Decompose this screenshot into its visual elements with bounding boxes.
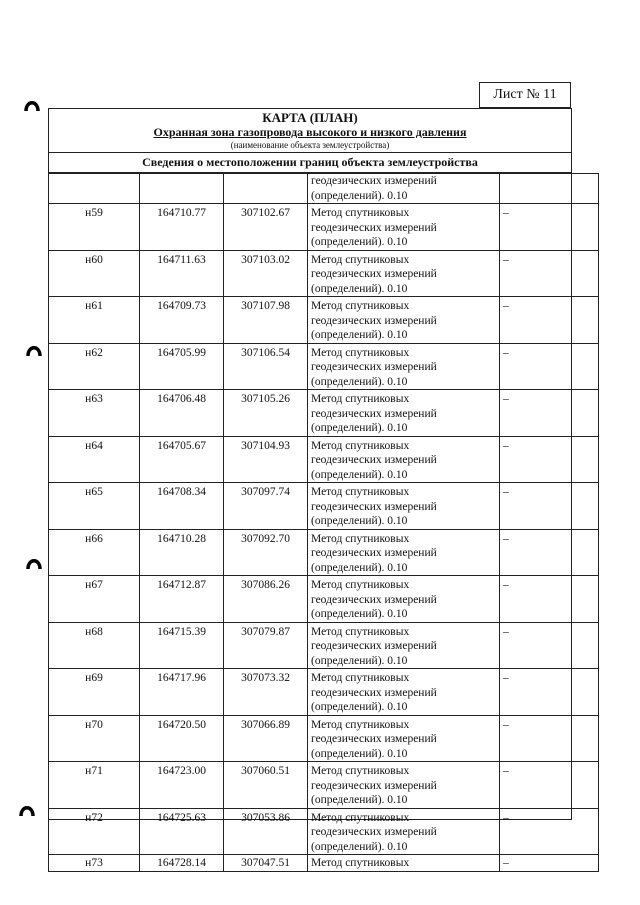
coord-x: 164705.67 bbox=[140, 436, 224, 483]
method-line: Метод спутниковых bbox=[311, 486, 410, 498]
method-line: (определений). 0.10 bbox=[311, 282, 408, 295]
method-line: геодезических измерений bbox=[311, 640, 437, 652]
description-cell: – bbox=[500, 762, 599, 809]
coord-y: 307066.89 bbox=[224, 715, 308, 762]
document-frame bbox=[48, 108, 572, 869]
method-cell bbox=[308, 390, 500, 437]
coord-y: 307105.26 bbox=[224, 390, 308, 437]
description-cell: – bbox=[500, 250, 599, 297]
section-title: Сведения о местоположении границ объекта землеустройства bbox=[142, 155, 478, 169]
coord-y: 307086.26 bbox=[224, 576, 308, 623]
method-line: (определений). 0.10 bbox=[311, 515, 408, 527]
method-line: (определений). 0.10 bbox=[311, 329, 408, 341]
description-cell: – bbox=[500, 204, 599, 251]
method-cell bbox=[308, 762, 500, 809]
coord-x: 164720.50 bbox=[140, 715, 224, 762]
point-name: н62 bbox=[49, 343, 140, 390]
method-line: (определений). 0.10 bbox=[311, 701, 408, 713]
table-row bbox=[49, 250, 599, 297]
method-line: геодезических измерений bbox=[311, 686, 437, 699]
table-row bbox=[49, 669, 599, 716]
description-cell: – bbox=[500, 622, 599, 669]
point-name: н63 bbox=[49, 390, 140, 437]
method-line: Метод спутниковых bbox=[311, 765, 410, 777]
coord-x: 164728.14 bbox=[140, 855, 224, 872]
method-line: (определений). 0.10 bbox=[311, 747, 408, 760]
coord-y: 307106.54 bbox=[224, 343, 308, 390]
method-line: Метод спутниковых bbox=[311, 579, 410, 591]
method-line: геодезических измерений bbox=[311, 454, 437, 466]
table-row bbox=[49, 204, 599, 251]
table-row bbox=[49, 390, 599, 437]
point-name: н61 bbox=[49, 297, 140, 344]
coord-x: 164712.87 bbox=[140, 576, 224, 623]
method-cell bbox=[308, 529, 500, 576]
method-line: геодезических измерений bbox=[311, 547, 437, 559]
method-line: геодезических измерений bbox=[311, 407, 437, 420]
point-name: н65 bbox=[49, 483, 140, 530]
method-line: (определений). 0.10 bbox=[311, 236, 408, 248]
coord-x: 164708.34 bbox=[140, 483, 224, 530]
coord-x: 164705.99 bbox=[140, 343, 224, 390]
coord-x: 164717.96 bbox=[140, 669, 224, 716]
method-line: (определений). 0.10 bbox=[311, 189, 408, 202]
method-line: Метод спутниковых bbox=[311, 346, 410, 359]
coord-x: 164709.73 bbox=[140, 297, 224, 344]
method-line: Метод спутниковых bbox=[311, 393, 410, 405]
method-cell bbox=[308, 576, 500, 623]
coordinates-table bbox=[49, 173, 571, 872]
method-line: геодезических измерений bbox=[311, 733, 437, 745]
method-line: геодезических измерений bbox=[311, 500, 437, 513]
coord-x: 164710.28 bbox=[140, 529, 224, 576]
point-name: н66 bbox=[49, 529, 140, 576]
coord-x: 164715.39 bbox=[140, 622, 224, 669]
coord-y: 307060.51 bbox=[224, 762, 308, 809]
table-row bbox=[49, 715, 599, 762]
description-cell: – bbox=[500, 436, 599, 483]
method-line: Метод спутниковых bbox=[311, 439, 410, 452]
point-name: н59 bbox=[49, 204, 140, 251]
point-name: н70 bbox=[49, 715, 140, 762]
table-row bbox=[49, 483, 599, 530]
method-line: геодезических измерений bbox=[311, 268, 437, 280]
point-name: н68 bbox=[49, 622, 140, 669]
document-title: КАРТА (ПЛАН) bbox=[262, 110, 358, 125]
table-row bbox=[49, 576, 599, 623]
point-name: н73 bbox=[49, 855, 140, 872]
method-line: Метод спутниковых bbox=[311, 300, 410, 312]
coord-y: 307107.98 bbox=[224, 297, 308, 344]
point-name: н64 bbox=[49, 436, 140, 483]
coord-y: 307092.70 bbox=[224, 529, 308, 576]
description-cell: – bbox=[500, 669, 599, 716]
coord-y: 307079.87 bbox=[224, 622, 308, 669]
table-row bbox=[49, 622, 599, 669]
coord-y: 307103.02 bbox=[224, 250, 308, 297]
description-cell: – bbox=[500, 576, 599, 623]
binding-mark-icon bbox=[25, 96, 39, 112]
method-line: Метод спутниковых bbox=[311, 857, 410, 869]
coord-y: 307073.32 bbox=[224, 669, 308, 716]
method-cell bbox=[308, 483, 500, 530]
coord-x: 164710.77 bbox=[140, 204, 224, 251]
method-line: геодезических измерений bbox=[311, 593, 437, 606]
coord-y: 307053.86 bbox=[224, 808, 308, 855]
table-row bbox=[49, 436, 599, 483]
method-line: (определений). 0.10 bbox=[311, 561, 408, 574]
sheet-number: Лист № 11 bbox=[479, 82, 571, 108]
table-row bbox=[49, 855, 599, 872]
table-row bbox=[49, 174, 599, 204]
table-row bbox=[49, 529, 599, 576]
method-line: (определений). 0.10 bbox=[311, 654, 408, 667]
method-line: Метод спутниковых bbox=[311, 532, 410, 545]
method-line: геодезических измерений bbox=[311, 221, 437, 234]
method-cell bbox=[308, 250, 500, 297]
method-line: Метод спутниковых bbox=[311, 672, 410, 684]
coord-x: 164711.63 bbox=[140, 250, 224, 297]
method-line: геодезических измерений bbox=[311, 175, 437, 187]
point-name: н60 bbox=[49, 250, 140, 297]
header-divider bbox=[49, 152, 571, 153]
coord-y: 307047.51 bbox=[224, 855, 308, 872]
method-line: Метод спутниковых bbox=[311, 718, 410, 731]
binding-mark-icon bbox=[27, 554, 41, 570]
description-cell: – bbox=[500, 529, 599, 576]
description-cell: – bbox=[500, 808, 599, 855]
method-cell bbox=[308, 204, 500, 251]
point-name: н69 bbox=[49, 669, 140, 716]
method-line: (определений). 0.10 bbox=[311, 468, 408, 481]
method-line: геодезических измерений bbox=[311, 779, 437, 792]
coord-y: 307102.67 bbox=[224, 204, 308, 251]
method-line: (определений). 0.10 bbox=[311, 422, 408, 434]
method-cell bbox=[308, 436, 500, 483]
method-cell bbox=[308, 297, 500, 344]
description-cell: – bbox=[500, 297, 599, 344]
point-name: н71 bbox=[49, 762, 140, 809]
description-cell: – bbox=[500, 343, 599, 390]
method-line: геодезических измерений bbox=[311, 314, 437, 327]
table-row bbox=[49, 343, 599, 390]
method-line: Метод спутниковых bbox=[311, 207, 410, 219]
method-line: (определений). 0.10 bbox=[311, 375, 408, 388]
coord-y: 307104.93 bbox=[224, 436, 308, 483]
document-header bbox=[49, 109, 571, 173]
binding-mark-icon bbox=[27, 341, 41, 357]
description-cell: – bbox=[500, 390, 599, 437]
description-cell: – bbox=[500, 483, 599, 530]
table-row bbox=[49, 297, 599, 344]
method-cell bbox=[308, 855, 500, 872]
method-line: (определений). 0.10 bbox=[311, 840, 408, 853]
method-line: (определений). 0.10 bbox=[311, 608, 408, 620]
description-cell: – bbox=[500, 715, 599, 762]
object-name: Охранная зона газопровода высокого и низкого давления bbox=[153, 125, 467, 139]
point-name: н67 bbox=[49, 576, 140, 623]
method-line: Метод спутниковых bbox=[311, 625, 410, 638]
method-cell bbox=[308, 715, 500, 762]
description-cell: – bbox=[500, 855, 599, 872]
method-line: (определений). 0.10 bbox=[311, 794, 408, 806]
method-cell bbox=[308, 622, 500, 669]
object-caption: (наименование объекта землеустройства) bbox=[230, 140, 390, 150]
method-line: геодезических измерений bbox=[311, 826, 437, 838]
table-row bbox=[49, 762, 599, 809]
method-line: Метод спутниковых bbox=[311, 811, 410, 824]
method-line: геодезических измерений bbox=[311, 361, 437, 373]
coord-y: 307097.74 bbox=[224, 483, 308, 530]
coord-x: 164706.48 bbox=[140, 390, 224, 437]
binding-mark-icon bbox=[20, 801, 34, 817]
point-name: н72 bbox=[49, 808, 140, 855]
method-line: Метод спутниковых bbox=[311, 253, 410, 266]
method-cell bbox=[308, 343, 500, 390]
table-row bbox=[49, 808, 599, 855]
method-cell bbox=[308, 669, 500, 716]
method-cell bbox=[308, 808, 500, 855]
coord-x: 164725.63 bbox=[140, 808, 224, 855]
coord-x: 164723.00 bbox=[140, 762, 224, 809]
